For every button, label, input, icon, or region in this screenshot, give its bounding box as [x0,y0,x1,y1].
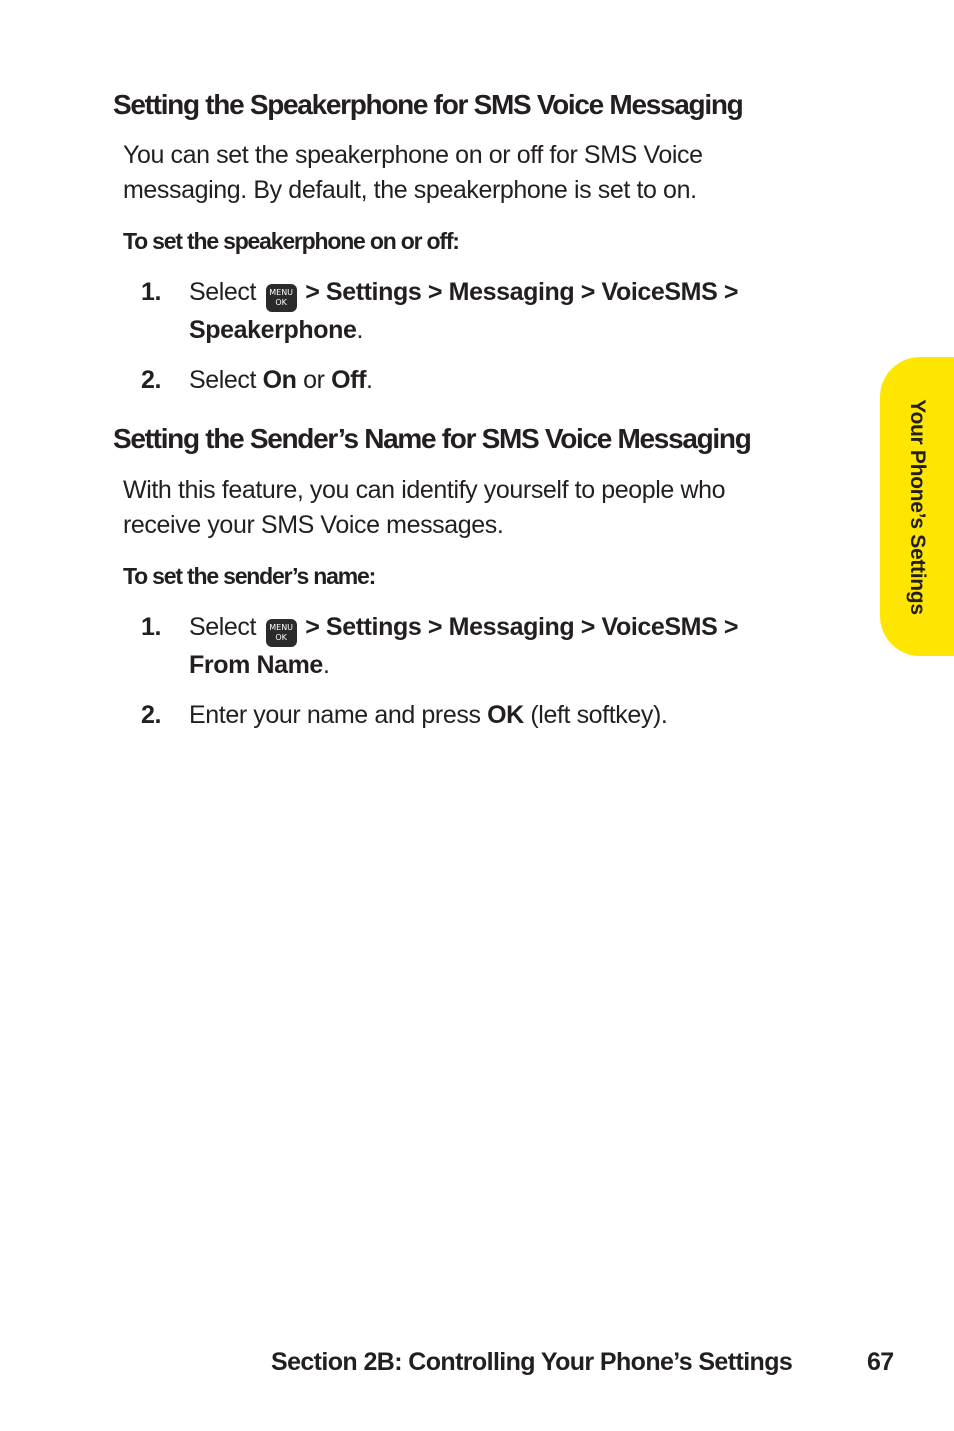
footer-section-title: Section 2B: Controlling Your Phone’s Settings [271,1348,793,1376]
intro-line-2: messaging. By default, the speakerphone is set to on. [123,176,697,204]
intro-line-1: You can set the speakerphone on or off for SMS Voice [123,141,703,169]
step-number: 1. [141,613,162,641]
step-text [189,274,738,349]
chapter-tab-label: Your Phone’s Settings [906,398,929,615]
option-off: Off [331,366,366,394]
section-heading-speakerphone: Setting the Speakerphone for SMS Voice Messaging [113,89,743,120]
step-line-2: From Name. [189,651,330,679]
intro-line-1: With this feature, you can identify yourself to people who [123,476,726,504]
step-text: Enter your name and press OK (left softkey). [189,701,668,729]
step-text: Select On or Off. [189,366,373,394]
intro-line-2: receive your SMS Voice messages. [123,511,504,539]
step-number: 2. [141,366,162,394]
procedure-heading-speakerphone: To set the speakerphone on or off: [123,228,459,254]
menu-ok-key-icon: MENU OK [266,619,297,647]
step-line-1 [189,274,738,312]
section-heading-sender-name: Setting the Sender’s Name for SMS Voice Messaging [113,423,751,454]
page-number: 67 [867,1348,894,1376]
menu-ok-key-icon: MENU OK [266,284,297,312]
menu-path: > Settings > Messaging > VoiceSMS > [305,613,739,641]
step-number: 1. [141,278,162,306]
option-on: On [262,366,297,394]
ok-key-label: OK [487,701,524,729]
select-word: Select [189,278,257,306]
menu-path-end: Speakerphone [189,316,357,344]
menu-path-end: From Name [189,651,323,679]
step-text [189,609,738,684]
step-number: 2. [141,701,162,729]
step-line-1 [189,609,738,647]
step-line-2: Speakerphone. [189,316,364,344]
select-word: Select [189,613,257,641]
menu-path: > Settings > Messaging > VoiceSMS > [305,278,739,306]
procedure-heading-sender-name: To set the sender’s name: [123,563,376,589]
chapter-thumb-tab [880,357,954,656]
